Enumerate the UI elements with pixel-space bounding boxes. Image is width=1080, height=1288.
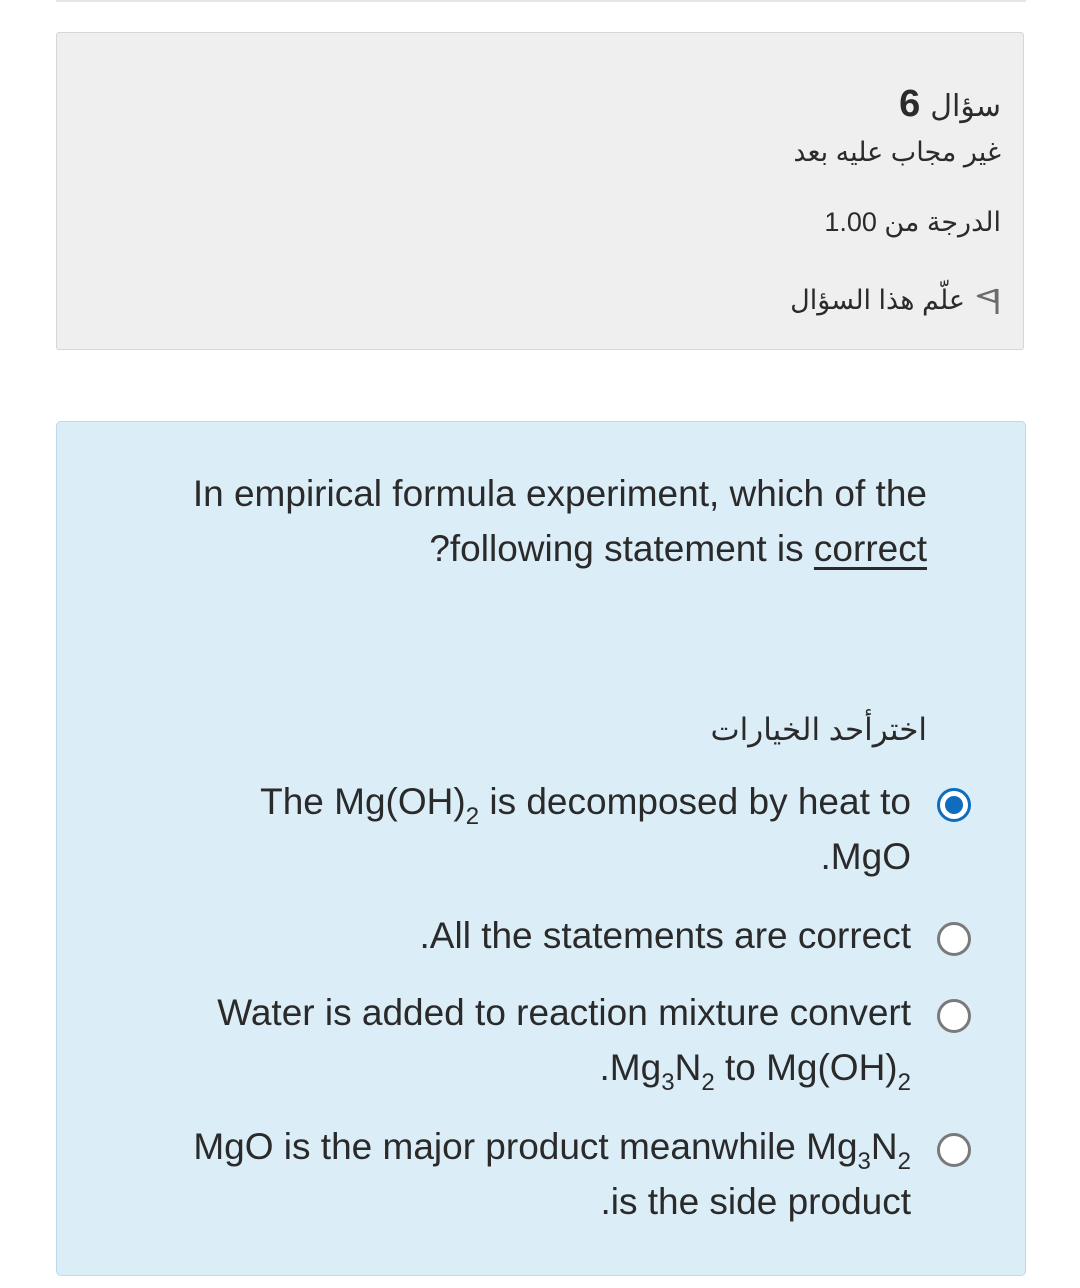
radio-button-option-1[interactable]	[937, 788, 971, 822]
option-4-line2: .is the side product	[600, 1181, 911, 1222]
option-3-text-part: N	[674, 1047, 702, 1088]
option-1-text-part: is decomposed by heat to	[479, 781, 911, 822]
answer-option-3[interactable]	[217, 985, 911, 1095]
option-4-text-part: MgO is the major product meanwhile Mg	[193, 1126, 858, 1167]
option-2-line1: .All the statements are correct	[419, 915, 911, 956]
question-text-line1: In empirical formula experiment, which of the	[192, 473, 927, 514]
option-4-subscript: 3	[857, 1148, 871, 1175]
question-info-panel	[56, 32, 1024, 350]
radio-button-option-4[interactable]	[937, 1133, 971, 1167]
question-text-emphasis: correct	[813, 528, 927, 569]
question-label: سؤال	[930, 90, 1001, 123]
option-1-line2: .MgO	[820, 836, 911, 877]
flag-question-label: علّم هذا السؤال	[790, 285, 965, 315]
question-number: 6	[899, 83, 921, 125]
grade-info: الدرجة من 1.00	[824, 207, 1001, 237]
flag-icon	[975, 287, 1001, 315]
answer-option-4-label	[193, 1119, 911, 1229]
option-4-subscript: 2	[897, 1148, 911, 1175]
option-3-line1: Water is added to reaction mixture convert	[217, 992, 911, 1033]
question-text-line2-prefix: ?following statement is	[429, 528, 814, 569]
option-3-text-part: .Mg	[599, 1047, 662, 1088]
answer-option-3-label	[217, 985, 911, 1095]
flag-question-link[interactable]	[790, 285, 1001, 316]
answer-option-1-label	[260, 774, 911, 884]
answer-option-2-label	[420, 908, 911, 963]
choose-one-prompt: اخترأحد الخيارات	[710, 712, 927, 747]
radio-button-option-2[interactable]	[937, 922, 971, 956]
answer-status: غير مجاب عليه بعد	[793, 137, 1001, 167]
option-3-subscript: 2	[701, 1069, 715, 1096]
option-3-subscript: 2	[897, 1069, 911, 1096]
option-3-subscript: 3	[661, 1069, 675, 1096]
option-1-subscript: 2	[465, 803, 480, 830]
option-4-text-part: N	[870, 1126, 898, 1167]
answer-option-4[interactable]	[193, 1119, 911, 1229]
answer-option-1[interactable]	[260, 774, 911, 884]
question-text	[107, 466, 927, 576]
top-divider	[56, 0, 1026, 2]
radio-button-option-3[interactable]	[937, 999, 971, 1033]
option-1-text-part: The Mg(OH)	[260, 781, 466, 822]
question-text-line2	[107, 521, 927, 576]
question-number-heading	[899, 83, 1001, 126]
question-content-panel	[56, 421, 1026, 1276]
answer-option-2[interactable]	[420, 908, 911, 963]
option-3-text-part: to Mg(OH)	[714, 1047, 898, 1088]
